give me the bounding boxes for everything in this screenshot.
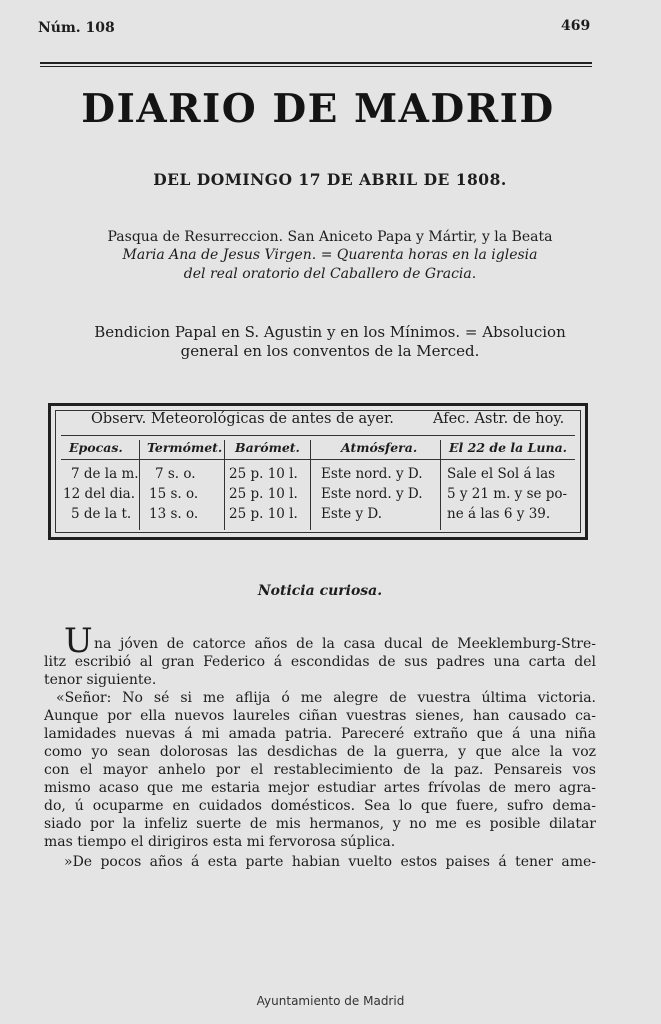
weather-heading-right: Afec. Astr. de hoy. (433, 411, 565, 427)
drop-cap: U (64, 621, 93, 661)
cell-atmosfera-3: Este y D. (321, 506, 383, 522)
astro-line-3: ne á las 6 y 39. (447, 506, 551, 522)
cell-termometro-2: 15 s. o. (149, 486, 199, 502)
page-number: 469 (561, 18, 591, 34)
weather-col-sep-2 (224, 440, 225, 530)
weather-col-sep-3 (310, 440, 311, 530)
col-header-epocas: Epocas. (69, 440, 123, 455)
article-line-13: »De pocos años á esta parte habian vuelto estos paises á tener ame- (64, 854, 596, 870)
cell-barometro-2: 25 p. 10 l. (229, 486, 298, 502)
col-header-atmosfera: Atmósfera. (341, 440, 418, 455)
article-line-5: Aunque por ella nuevos laureles ciñan vuestras sienes, han causado ca- (44, 708, 596, 724)
article-line-2: litz escribió al gran Federico á escondidas de sus padres una carta del (44, 654, 596, 670)
cell-termometro-3: 13 s. o. (149, 506, 199, 522)
weather-header-divider (61, 435, 575, 436)
astro-line-2: 5 y 21 m. y se po- (447, 486, 568, 502)
col-header-luna: El 22 de la Luna. (449, 440, 568, 455)
article-line-11: siado por la infeliz suerte de mis hermanos, y no me es posible dilatar (44, 816, 596, 832)
cell-epoca-3: 5 de la t. (71, 506, 132, 522)
cell-atmosfera-2: Este nord. y D. (321, 486, 423, 502)
article-line-6: lamidades nuevas á mi amada patria. Pareceré extraño que á una niña (44, 726, 596, 742)
footer-credit: Ayuntamiento de Madrid (256, 994, 405, 1008)
feast-line-1: Pasqua de Resurreccion. San Aniceto Papa y Mártir, y la Beata (107, 229, 553, 245)
article-line-12: mas tiempo el dirigiros esta mi fervorosa súplica. (44, 834, 396, 850)
top-rule-thin (40, 66, 592, 67)
feast-line-2: Maria Ana de Jesus Virgen. = Quarenta horas en la iglesia (122, 247, 538, 263)
cell-barometro-1: 25 p. 10 l. (229, 466, 298, 482)
cell-epoca-1: 7 de la m. (71, 466, 139, 482)
cell-epoca-2: 12 del dia. (63, 486, 136, 502)
article-line-7: como yo sean dolorosas las desdichas de la guerra, y que alce la voz (44, 744, 596, 760)
weather-col-sep-4 (440, 440, 441, 530)
blessing-line-1: Bendicion Papal en S. Agustin y en los Mínimos. = Absolucion (94, 323, 566, 341)
issue-number: Núm. 108 (38, 20, 115, 36)
article-line-9: mismo acaso que me estaria mejor estudiar artes frívolas de mero agra- (44, 780, 596, 796)
col-header-termometro: Termómet. (147, 440, 223, 455)
cell-barometro-3: 25 p. 10 l. (229, 506, 298, 522)
cell-atmosfera-1: Este nord. y D. (321, 466, 423, 482)
article-line-1: na jóven de catorce años de la casa ducal de Meeklemburg-Stre- (94, 636, 596, 652)
article-line-3: tenor siguiente. (44, 672, 157, 688)
feast-line-3: del real oratorio del Caballero de Gracia. (183, 266, 477, 282)
article-line-10: do, ú ocuparme en cuidados domésticos. Sea lo que fuere, sufro dema- (44, 798, 596, 814)
article-line-8: con el mayor anhelo por el restablecimiento de la paz. Pensareis vos (44, 762, 596, 778)
top-rule (40, 62, 592, 64)
weather-heading-left: Observ. Meteorológicas de antes de ayer. (91, 411, 394, 427)
col-header-barometro: Barómet. (235, 440, 300, 455)
masthead-title: DIARIO DE MADRID (81, 86, 555, 132)
weather-col-sep-1 (139, 440, 140, 530)
article-heading: Noticia curiosa. (257, 583, 383, 599)
article-line-4: «Señor: No sé si me aflija ó me alegre de vuestra última victoria. (56, 690, 596, 706)
issue-date: DEL DOMINGO 17 DE ABRIL DE 1808. (153, 170, 507, 189)
weather-table (48, 403, 588, 540)
astro-line-1: Sale el Sol á las (447, 466, 556, 482)
blessing-line-2: general en los conventos de la Merced. (180, 342, 480, 360)
cell-termometro-1: 7 s. o. (155, 466, 196, 482)
